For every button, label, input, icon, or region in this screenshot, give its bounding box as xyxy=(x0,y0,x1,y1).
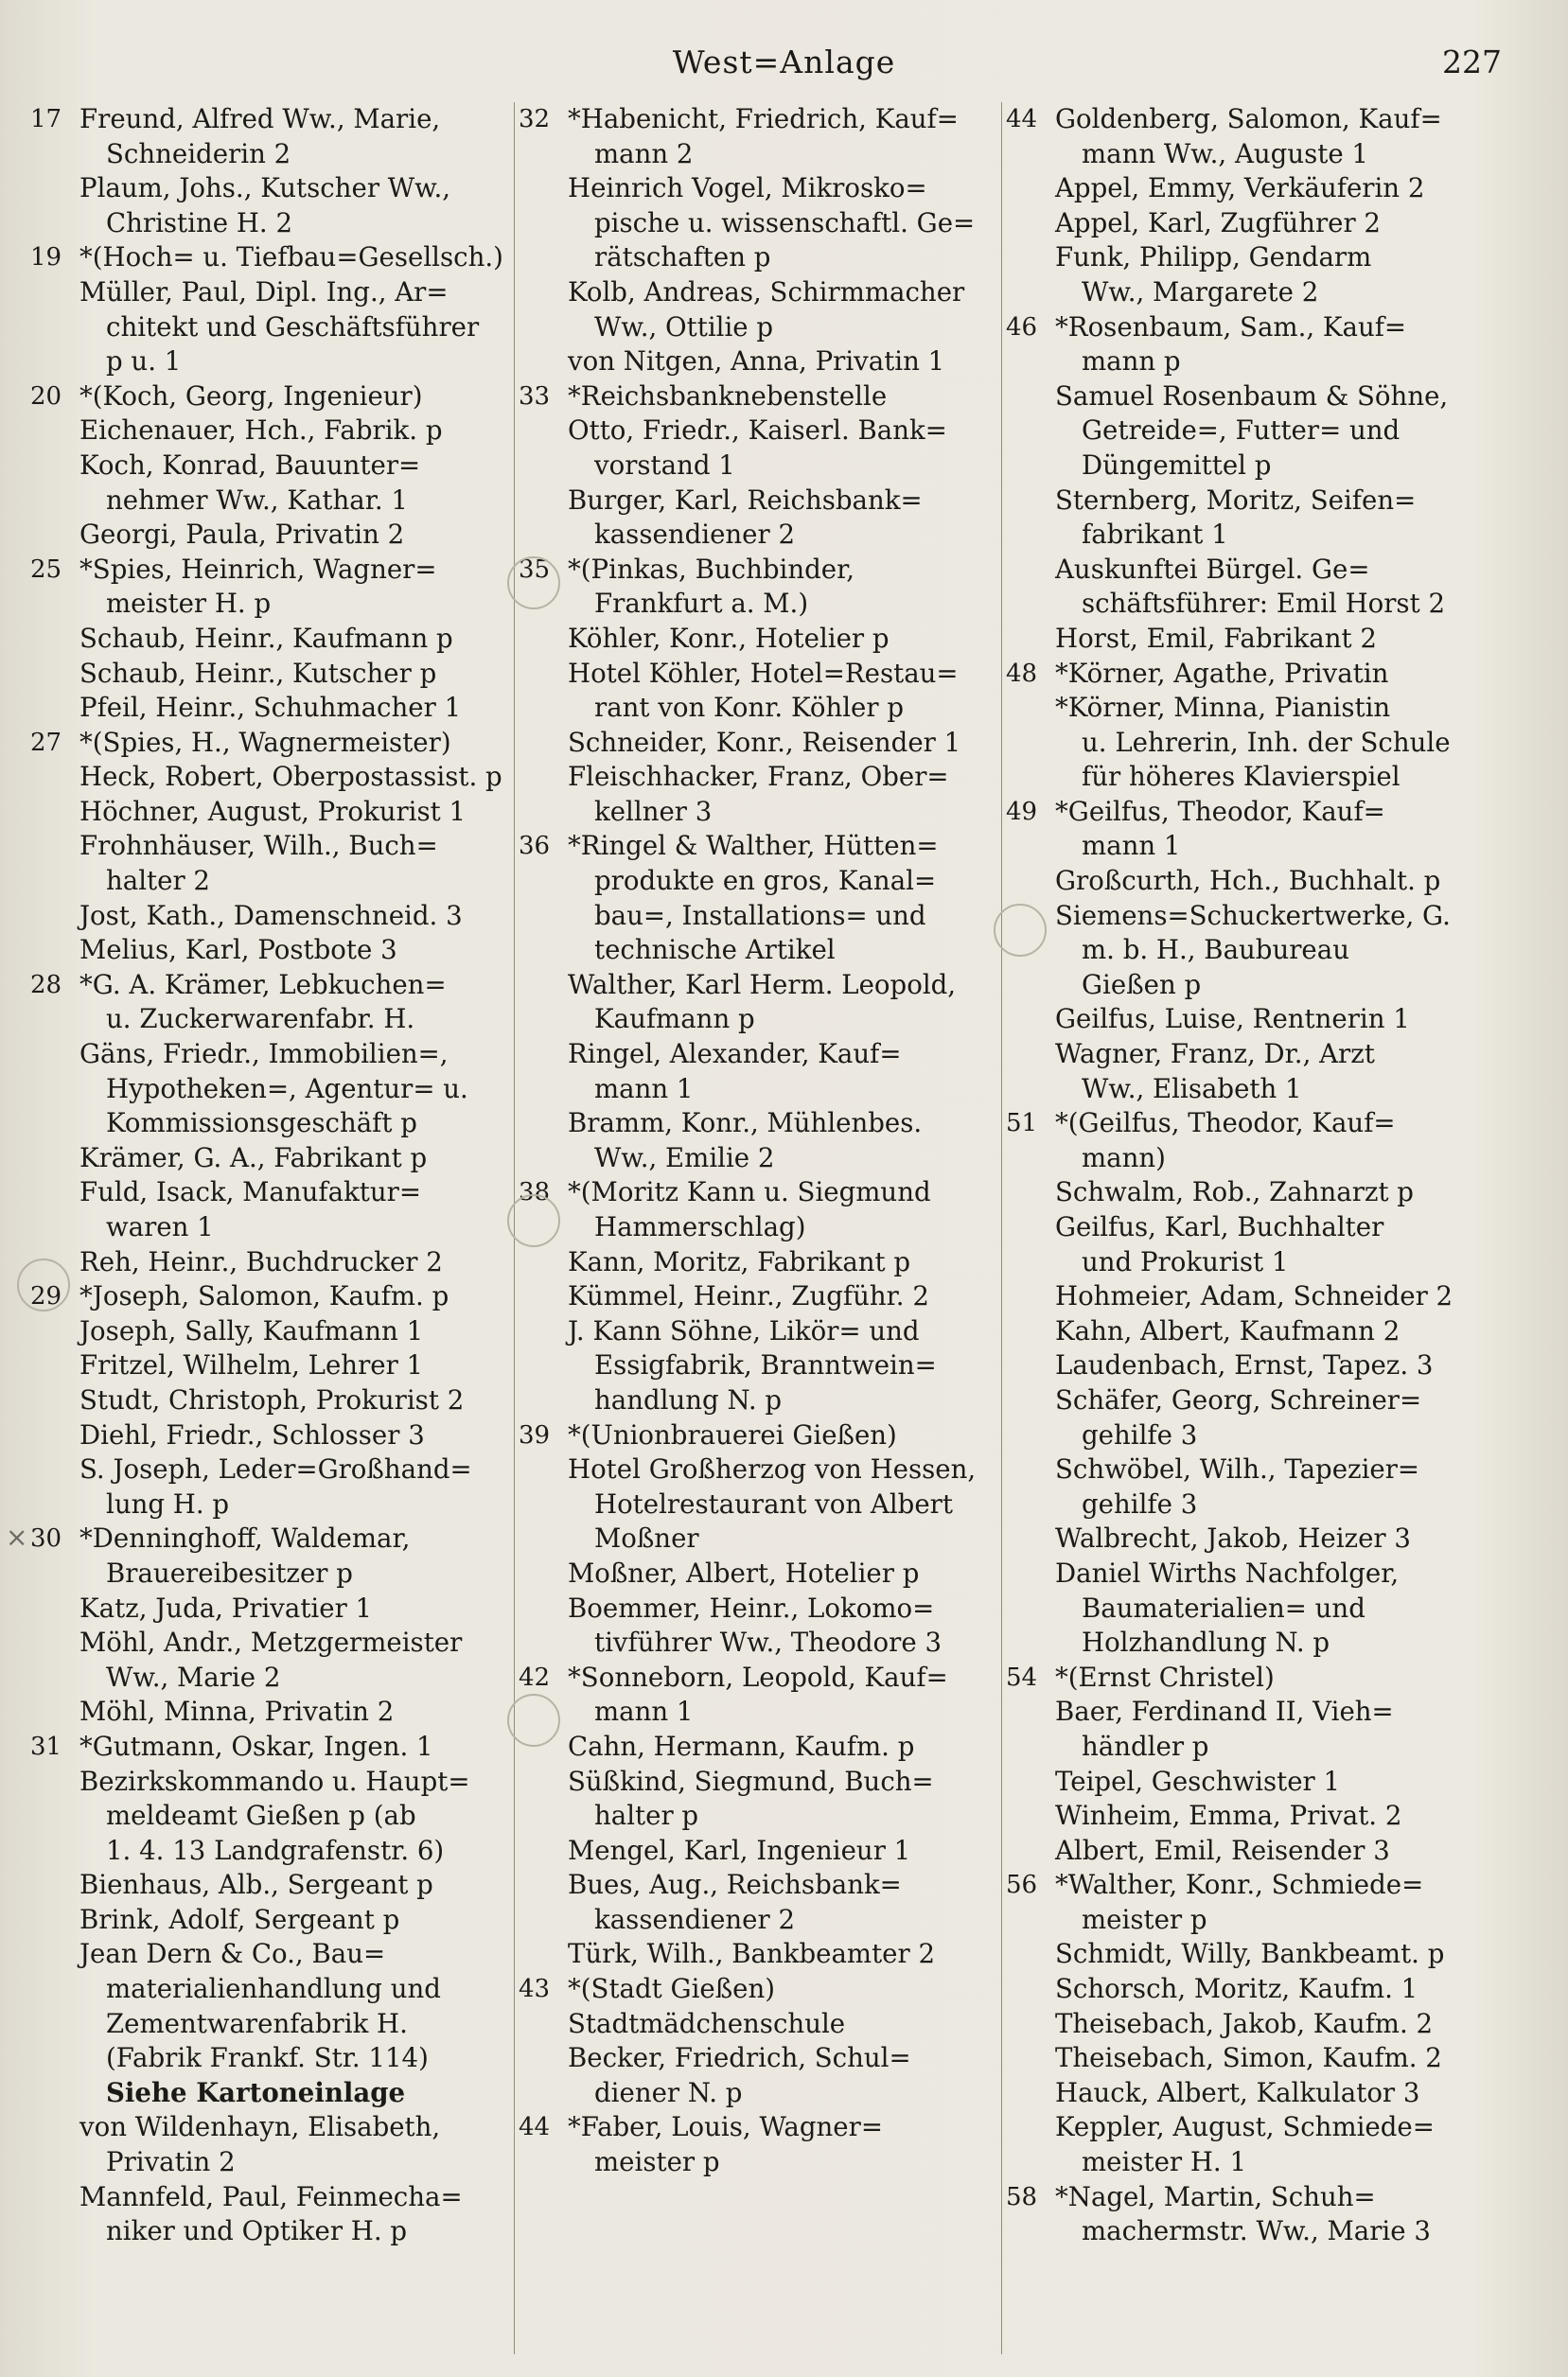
pencil-circle-mark xyxy=(994,904,1047,957)
resident-line: meldeamt Gießen p (ab xyxy=(106,1800,416,1832)
pencil-circle-mark xyxy=(507,1694,560,1747)
resident-line: Köhler, Konr., Hotelier p xyxy=(568,622,890,654)
resident-line: Eichenauer, Hch., Fabrik. p xyxy=(79,414,443,447)
resident-line: *(Unionbrauerei Gießen) xyxy=(568,1418,897,1451)
resident-line: Holzhandlung N. p xyxy=(1082,1627,1330,1659)
page-header xyxy=(57,36,1511,93)
house-number: 54 xyxy=(1006,1663,1038,1692)
resident-line: Süßkind, Siegmund, Buch= xyxy=(568,1765,934,1797)
resident-line: *(Ernst Christel) xyxy=(1055,1661,1275,1693)
resident-line: Diehl, Friedr., Schlosser 3 xyxy=(79,1418,425,1451)
resident-line: mann 1 xyxy=(1082,830,1181,862)
resident-line: machermstr. Ww., Marie 3 xyxy=(1082,2215,1431,2247)
resident-line: Brauereibesitzer p xyxy=(106,1557,353,1589)
house-number: 35 xyxy=(519,555,551,584)
resident-line: und Prokurist 1 xyxy=(1082,1245,1289,1277)
house-number: 48 xyxy=(1006,659,1038,688)
house-entry xyxy=(26,968,519,1279)
resident-line: Teipel, Geschwister 1 xyxy=(1055,1765,1341,1797)
resident-line: Kommissionsgeschäft p xyxy=(106,1107,417,1139)
house-entry xyxy=(515,829,1007,1175)
resident-line: Hammerschlag) xyxy=(594,1211,806,1242)
house-entry xyxy=(1002,795,1532,1106)
resident-line: Fritzel, Wilhelm, Lehrer 1 xyxy=(79,1349,424,1382)
resident-line: materialienhandlung und xyxy=(106,1973,441,2005)
resident-line: Essigfabrik, Branntwein= xyxy=(594,1349,937,1382)
house-entry xyxy=(515,1661,1007,1972)
house-entry xyxy=(515,1418,1007,1661)
house-entry xyxy=(26,553,519,726)
resident-line: Kann, Moritz, Fabrikant p xyxy=(568,1245,911,1277)
resident-line: Hotelrestaurant von Albert xyxy=(594,1488,953,1520)
resident-line: Hauck, Albert, Kalkulator 3 xyxy=(1055,2076,1420,2108)
resident-line: rant von Konr. Köhler p xyxy=(594,692,905,724)
house-number: 44 xyxy=(519,2113,551,2142)
resident-line: Ww., Margarete 2 xyxy=(1082,275,1319,308)
resident-line: Geilfus, Luise, Rentnerin 1 xyxy=(1055,1003,1410,1035)
house-number: 29 xyxy=(30,1282,62,1312)
house-number: 31 xyxy=(30,1732,62,1761)
house-entry xyxy=(26,1279,519,1522)
resident-line: *Faber, Louis, Wagner= xyxy=(568,2111,883,2143)
resident-line: Schäfer, Georg, Schreiner= xyxy=(1055,1383,1422,1416)
resident-line: *Ringel & Walther, Hütten= xyxy=(568,830,939,862)
house-number: 39 xyxy=(519,1420,551,1450)
resident-line: Kahn, Albert, Kaufmann 2 xyxy=(1055,1314,1401,1347)
resident-line: Kolb, Andreas, Schirmmacher xyxy=(568,275,965,308)
house-number: 51 xyxy=(1006,1109,1038,1138)
resident-line: chitekt und Geschäftsführer xyxy=(106,310,480,343)
house-entry xyxy=(26,102,519,240)
resident-line: J. Kann Söhne, Likör= und xyxy=(568,1314,920,1347)
resident-line: Brink, Adolf, Sergeant p xyxy=(79,1903,400,1935)
pencil-circle-mark xyxy=(17,1259,70,1312)
resident-line: Winheim, Emma, Privat. 2 xyxy=(1055,1800,1402,1832)
resident-line: niker und Optiker H. p xyxy=(106,2215,408,2247)
resident-line: Bues, Aug., Reichsbank= xyxy=(568,1869,902,1901)
resident-line: Hohmeier, Adam, Schneider 2 xyxy=(1055,1280,1453,1312)
resident-line: meister p xyxy=(594,2146,720,2178)
resident-line: p u. 1 xyxy=(106,345,182,378)
resident-line: Laudenbach, Ernst, Tapez. 3 xyxy=(1055,1349,1434,1382)
resident-line: gehilfe 3 xyxy=(1082,1418,1198,1451)
resident-line: *Habenicht, Friedrich, Kauf= xyxy=(568,103,959,134)
resident-line: Daniel Wirths Nachfolger, xyxy=(1055,1557,1400,1589)
resident-line: Studt, Christoph, Prokurist 2 xyxy=(79,1383,465,1416)
resident-line: 1. 4. 13 Landgrafenstr. 6) xyxy=(106,1834,445,1866)
resident-line: fabrikant 1 xyxy=(1082,519,1228,551)
resident-line: *Gutmann, Oskar, Ingen. 1 xyxy=(79,1730,433,1762)
house-entry xyxy=(26,1522,519,1730)
house-number: 49 xyxy=(1006,797,1038,826)
resident-line: Zementwarenfabrik H. xyxy=(106,2007,408,2039)
resident-line: Möhl, Andr., Metzgermeister xyxy=(79,1627,463,1659)
house-entry xyxy=(1002,1661,1532,1869)
resident-line: schäftsführer: Emil Horst 2 xyxy=(1082,588,1446,620)
resident-line: Schwalm, Rob., Zahnarzt p xyxy=(1055,1176,1414,1208)
resident-line: Ww., Ottilie p xyxy=(594,310,774,343)
house-entry xyxy=(515,1972,1007,2110)
resident-line: meister H. 1 xyxy=(1082,2146,1247,2178)
resident-line: Burger, Karl, Reichsbank= xyxy=(568,484,923,516)
resident-line: Türk, Wilh., Bankbeamter 2 xyxy=(568,1938,936,1970)
resident-line: kassendiener 2 xyxy=(594,519,796,551)
resident-line: Heinrich Vogel, Mikrosko= xyxy=(568,172,927,204)
house-entry xyxy=(515,379,1007,553)
resident-line: Schaub, Heinr., Kutscher p xyxy=(79,657,437,689)
resident-line: Samuel Rosenbaum & Söhne, xyxy=(1055,379,1449,412)
resident-line: S. Joseph, Leder=Großhand= xyxy=(79,1453,472,1486)
resident-line: für höheres Klavierspiel xyxy=(1082,761,1401,793)
house-number: 42 xyxy=(519,1663,551,1692)
house-entry xyxy=(1002,2180,1532,2249)
house-entry xyxy=(26,1730,519,2249)
resident-line: Baumaterialien= und xyxy=(1082,1592,1365,1624)
resident-line: Stadtmädchenschule xyxy=(568,2007,846,2039)
resident-line: mann 2 xyxy=(594,137,694,169)
resident-line: Freund, Alfred Ww., Marie, xyxy=(79,103,441,134)
resident-line: Gießen p xyxy=(1082,968,1202,1000)
resident-line: Melius, Karl, Postbote 3 xyxy=(79,934,397,966)
resident-line: *(Koch, Georg, Ingenieur) xyxy=(79,379,423,412)
resident-line: Becker, Friedrich, Schul= xyxy=(568,2042,911,2074)
resident-line: Albert, Emil, Reisender 3 xyxy=(1055,1834,1390,1866)
street-title: West=Anlage xyxy=(672,44,896,80)
house-number: 32 xyxy=(519,105,551,133)
resident-line: technische Artikel xyxy=(594,934,836,966)
resident-line: Ww., Elisabeth 1 xyxy=(1082,1072,1302,1104)
resident-line: meister H. p xyxy=(106,588,272,620)
house-number: 25 xyxy=(30,555,62,584)
resident-line: Hotel Großherzog von Hessen, xyxy=(568,1453,977,1486)
house-entry xyxy=(1002,310,1532,657)
column-3 xyxy=(1001,102,1532,2354)
house-number: 36 xyxy=(519,832,551,861)
resident-line: Appel, Karl, Zugführer 2 xyxy=(1055,206,1381,238)
resident-line: Schmidt, Willy, Bankbeamt. p xyxy=(1055,1938,1445,1970)
pencil-cross-mark: × xyxy=(6,1522,28,1553)
resident-line: kellner 3 xyxy=(594,795,713,827)
resident-line: *Denninghoff, Waldemar, xyxy=(79,1523,411,1555)
resident-line: Düngemittel p xyxy=(1082,449,1272,481)
house-entry xyxy=(1002,1868,1532,2179)
house-number: 38 xyxy=(519,1178,551,1207)
resident-line: m. b. H., Baubureau xyxy=(1082,934,1349,966)
resident-line: Plaum, Johs., Kutscher Ww., xyxy=(79,172,451,204)
resident-line: von Wildenhayn, Elisabeth, xyxy=(79,2111,441,2143)
resident-line: Bezirkskommando u. Haupt= xyxy=(79,1765,470,1797)
resident-line: Appel, Emmy, Verkäuferin 2 xyxy=(1055,172,1425,204)
resident-line: Katz, Juda, Privatier 1 xyxy=(79,1592,373,1624)
house-entry xyxy=(26,240,519,379)
resident-line: *Rosenbaum, Sam., Kauf= xyxy=(1055,310,1407,343)
house-entry xyxy=(515,2110,1007,2179)
resident-line: produkte en gros, Kanal= xyxy=(594,865,937,897)
resident-line: (Fabrik Frankf. Str. 114) xyxy=(106,2042,429,2074)
resident-line: Schorsch, Moritz, Kaufm. 1 xyxy=(1055,1973,1418,2005)
resident-line: Möhl, Minna, Privatin 2 xyxy=(79,1696,395,1728)
house-number: 33 xyxy=(519,381,551,411)
resident-line: händler p xyxy=(1082,1730,1209,1762)
resident-line: Theisebach, Simon, Kaufm. 2 xyxy=(1055,2042,1442,2074)
house-number: 17 xyxy=(30,105,62,133)
resident-line: Frohnhäuser, Wilh., Buch= xyxy=(79,830,438,862)
house-number: 20 xyxy=(30,381,62,411)
resident-line: lung H. p xyxy=(106,1488,230,1520)
resident-line: *Joseph, Salomon, Kaufm. p xyxy=(79,1280,449,1312)
house-number: 27 xyxy=(30,728,62,757)
resident-line: *Sonneborn, Leopold, Kauf= xyxy=(568,1661,948,1693)
resident-line: *Körner, Agathe, Privatin xyxy=(1055,657,1389,689)
house-number: 43 xyxy=(519,1975,551,2004)
resident-line: Jost, Kath., Damenschneid. 3 xyxy=(79,899,463,931)
resident-line: Heck, Robert, Oberpostassist. p xyxy=(79,761,502,793)
resident-line: Koch, Konrad, Bauunter= xyxy=(79,449,421,481)
resident-line: mann 1 xyxy=(594,1072,694,1104)
resident-line: Bienhaus, Alb., Sergeant p xyxy=(79,1869,433,1901)
resident-line: Georgi, Paula, Privatin 2 xyxy=(79,519,405,551)
resident-line: meister p xyxy=(1082,1903,1207,1935)
house-entry xyxy=(515,1175,1007,1417)
page-number: 227 xyxy=(1442,44,1502,80)
pencil-circle-mark xyxy=(507,1194,560,1247)
resident-line: von Nitgen, Anna, Privatin 1 xyxy=(568,345,945,378)
house-number: 19 xyxy=(30,243,62,273)
resident-line: Siehe Kartoneinlage xyxy=(106,2076,406,2108)
resident-line: Goldenberg, Salomon, Kauf= xyxy=(1055,103,1442,134)
resident-line: mann 1 xyxy=(594,1696,694,1728)
resident-line: *(Hoch= u. Tiefbau=Gesellsch.) xyxy=(79,241,503,273)
column-2 xyxy=(514,102,1007,2354)
resident-line: halter p xyxy=(594,1800,699,1832)
house-number: 28 xyxy=(30,970,62,999)
resident-line: Gäns, Friedr., Immobilien=, xyxy=(79,1038,449,1070)
resident-line: Schneiderin 2 xyxy=(106,137,291,169)
house-entry xyxy=(1002,657,1532,795)
resident-line: *(Pinkas, Buchbinder, xyxy=(568,553,855,585)
resident-line: *Walther, Konr., Schmiede= xyxy=(1055,1869,1424,1901)
resident-line: *(Spies, H., Wagnermeister) xyxy=(79,726,451,758)
house-entry xyxy=(26,726,519,968)
resident-line: Walbrecht, Jakob, Heizer 3 xyxy=(1055,1523,1411,1555)
resident-line: pische u. wissenschaftl. Ge= xyxy=(594,206,976,238)
house-number: 58 xyxy=(1006,2182,1038,2211)
resident-line: tivführer Ww., Theodore 3 xyxy=(594,1627,943,1659)
resident-line: handlung N. p xyxy=(594,1383,783,1416)
resident-line: Schwöbel, Wilh., Tapezier= xyxy=(1055,1453,1420,1486)
resident-line: Baer, Ferdinand II, Vieh= xyxy=(1055,1696,1394,1728)
resident-line: Mengel, Karl, Ingenieur 1 xyxy=(568,1834,911,1866)
resident-line: Moßner xyxy=(594,1523,699,1555)
resident-line: Ww., Marie 2 xyxy=(106,1661,281,1693)
resident-line: Krämer, G. A., Fabrikant p xyxy=(79,1141,428,1173)
house-entry xyxy=(1002,102,1532,310)
resident-line: bau=, Installations= und xyxy=(594,899,926,931)
resident-line: Moßner, Albert, Hotelier p xyxy=(568,1557,920,1589)
pencil-circle-mark xyxy=(507,556,560,609)
resident-line: Frankfurt a. M.) xyxy=(594,588,809,620)
resident-line: rätschaften p xyxy=(594,241,771,273)
resident-line: Otto, Friedr., Kaiserl. Bank= xyxy=(568,414,947,447)
resident-line: *Körner, Minna, Pianistin xyxy=(1055,692,1391,724)
house-entry xyxy=(1002,1106,1532,1661)
resident-line: mann) xyxy=(1082,1141,1166,1173)
resident-line: Jean Dern & Co., Bau= xyxy=(79,1938,386,1970)
resident-line: Auskunftei Bürgel. Ge= xyxy=(1055,553,1370,585)
resident-line: Siemens=Schuckertwerke, G. xyxy=(1055,899,1451,931)
resident-line: *(Stadt Gießen) xyxy=(568,1973,776,2005)
resident-line: Horst, Emil, Fabrikant 2 xyxy=(1055,622,1377,654)
resident-line: *Spies, Heinrich, Wagner= xyxy=(79,553,437,585)
resident-line: Müller, Paul, Dipl. Ing., Ar= xyxy=(79,275,449,308)
resident-line: vorstand 1 xyxy=(594,449,735,481)
house-entry xyxy=(515,553,1007,830)
resident-line: Privatin 2 xyxy=(106,2146,236,2178)
resident-line: waren 1 xyxy=(106,1211,214,1242)
resident-line: *Geilfus, Theodor, Kauf= xyxy=(1055,795,1385,827)
resident-line: Fleischhacker, Franz, Ober= xyxy=(568,761,949,793)
resident-line: Fuld, Isack, Manufaktur= xyxy=(79,1176,421,1208)
resident-line: Cahn, Hermann, Kaufm. p xyxy=(568,1730,915,1762)
resident-line: Funk, Philipp, Gendarm xyxy=(1055,241,1372,273)
resident-line: Schneider, Konr., Reisender 1 xyxy=(568,726,961,758)
house-number: 46 xyxy=(1006,312,1038,342)
house-entry xyxy=(515,102,1007,379)
resident-line: u. Lehrerin, Inh. der Schule xyxy=(1082,726,1451,758)
resident-line: Kaufmann p xyxy=(594,1003,755,1035)
resident-line: Schaub, Heinr., Kaufmann p xyxy=(79,622,453,654)
resident-line: Getreide=, Futter= und xyxy=(1082,414,1401,447)
resident-line: Theisebach, Jakob, Kaufm. 2 xyxy=(1055,2007,1434,2039)
resident-line: Ww., Emilie 2 xyxy=(594,1141,775,1173)
resident-line: *(Moritz Kann u. Siegmund xyxy=(568,1176,931,1208)
house-number: 30 xyxy=(30,1524,62,1554)
resident-line: Reh, Heinr., Buchdrucker 2 xyxy=(79,1245,443,1277)
house-entry xyxy=(26,379,519,553)
resident-line: Ringel, Alexander, Kauf= xyxy=(568,1038,902,1070)
resident-line: Hypotheken=, Agentur= u. xyxy=(106,1072,468,1104)
resident-line: nehmer Ww., Kathar. 1 xyxy=(106,484,408,516)
resident-line: Pfeil, Heinr., Schuhmacher 1 xyxy=(79,692,462,724)
resident-line: gehilfe 3 xyxy=(1082,1488,1198,1520)
resident-line: Mannfeld, Paul, Feinmecha= xyxy=(79,2180,463,2212)
resident-line: halter 2 xyxy=(106,865,210,897)
resident-line: mann p xyxy=(1082,345,1181,378)
resident-line: Kümmel, Heinr., Zugführ. 2 xyxy=(568,1280,929,1312)
resident-line: Keppler, August, Schmiede= xyxy=(1055,2111,1435,2143)
house-number: 44 xyxy=(1006,105,1038,133)
resident-line: kassendiener 2 xyxy=(594,1903,796,1935)
resident-line: Großcurth, Hch., Buchhalt. p xyxy=(1055,865,1441,897)
resident-line: Walther, Karl Herm. Leopold, xyxy=(568,968,957,1000)
resident-line: Joseph, Sally, Kaufmann 1 xyxy=(79,1314,424,1347)
resident-line: Höchner, August, Prokurist 1 xyxy=(79,795,467,827)
house-number: 56 xyxy=(1006,1871,1038,1900)
resident-line: Boemmer, Heinr., Lokomo= xyxy=(568,1592,935,1624)
resident-line: *G. A. Krämer, Lebkuchen= xyxy=(79,968,447,1000)
resident-line: Christine H. 2 xyxy=(106,206,293,238)
resident-line: *Reichsbanknebenstelle xyxy=(568,379,888,412)
column-1 xyxy=(26,102,519,2354)
resident-line: diener N. p xyxy=(594,2076,743,2108)
resident-line: Bramm, Konr., Mühlenbes. xyxy=(568,1107,923,1139)
resident-line: *(Geilfus, Theodor, Kauf= xyxy=(1055,1107,1396,1139)
resident-line: *Nagel, Martin, Schuh= xyxy=(1055,2180,1376,2212)
resident-line: mann Ww., Auguste 1 xyxy=(1082,137,1368,169)
resident-line: u. Zuckerwarenfabr. H. xyxy=(106,1003,415,1035)
resident-line: Sternberg, Moritz, Seifen= xyxy=(1055,484,1417,516)
resident-line: Hotel Köhler, Hotel=Restau= xyxy=(568,657,959,689)
resident-line: Wagner, Franz, Dr., Arzt xyxy=(1055,1038,1375,1070)
resident-line: Geilfus, Karl, Buchhalter xyxy=(1055,1211,1384,1242)
